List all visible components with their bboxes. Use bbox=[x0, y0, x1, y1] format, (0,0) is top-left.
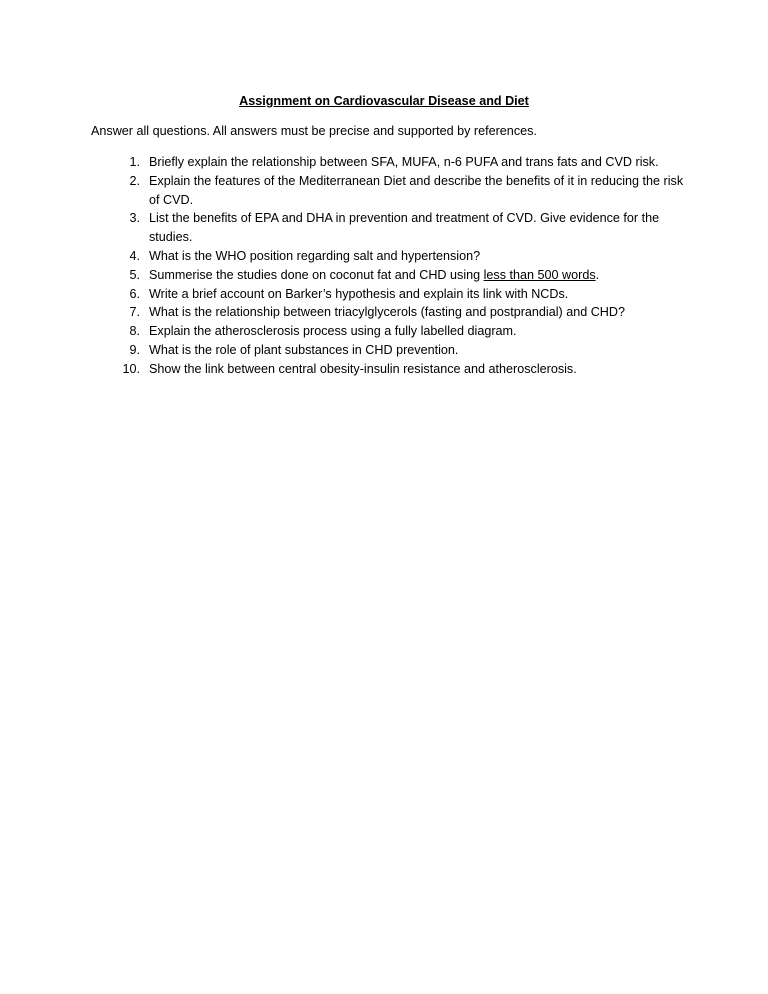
question-text-part: Summerise the studies done on coconut fat and CHD using bbox=[149, 267, 484, 282]
document-title: Assignment on Cardiovascular Disease and Diet bbox=[239, 94, 529, 108]
question-text: What is the role of plant substances in CHD prevention. bbox=[149, 342, 459, 357]
question-number: 8. bbox=[129, 324, 140, 339]
question-number: 4. bbox=[129, 248, 140, 263]
question-list bbox=[91, 153, 691, 379]
question-item bbox=[91, 341, 691, 360]
question-item bbox=[91, 322, 691, 341]
question-item bbox=[91, 285, 691, 304]
question-text: What is the WHO position regarding salt and hypertension? bbox=[149, 248, 481, 263]
word-limit-underlined: less than 500 words bbox=[483, 267, 596, 282]
question-item bbox=[91, 266, 691, 285]
question-number: 2. bbox=[129, 173, 140, 188]
question-number: 5. bbox=[129, 267, 140, 282]
question-text: Explain the features of the Mediterranean Diet and describe the benefits of it in reducing the risk of CVD. bbox=[149, 173, 684, 207]
question-number: 3. bbox=[129, 211, 140, 226]
question-text-part: . bbox=[595, 267, 600, 282]
question-item bbox=[91, 360, 691, 379]
question-number: 9. bbox=[129, 342, 140, 357]
question-item bbox=[91, 172, 691, 210]
question-text: Explain the atherosclerosis process using a fully labelled diagram. bbox=[149, 324, 517, 339]
question-text: What is the relationship between triacylglycerols (fasting and postprandial) and CHD? bbox=[149, 305, 626, 320]
question-number: 10. bbox=[122, 361, 140, 376]
question-text: Briefly explain the relationship between SFA, MUFA, n-6 PUFA and trans fats and CVD risk. bbox=[149, 155, 659, 169]
question-item bbox=[91, 209, 691, 247]
question-item bbox=[91, 303, 691, 322]
question-number: 6. bbox=[129, 286, 140, 301]
question-text: List the benefits of EPA and DHA in prevention and treatment of CVD. Give evidence for the studies. bbox=[149, 211, 660, 245]
question-text: Show the link between central obesity-insulin resistance and atherosclerosis. bbox=[149, 361, 577, 376]
question-text bbox=[149, 266, 691, 285]
instructions-text: Answer all questions. All answers must be precise and supported by references. bbox=[91, 124, 537, 138]
question-number: 7. bbox=[129, 305, 140, 320]
question-number: 1. bbox=[129, 155, 140, 169]
question-item bbox=[91, 247, 691, 266]
question-text: Write a brief account on Barker’s hypothesis and explain its link with NCDs. bbox=[149, 286, 569, 301]
question-item bbox=[91, 153, 691, 172]
